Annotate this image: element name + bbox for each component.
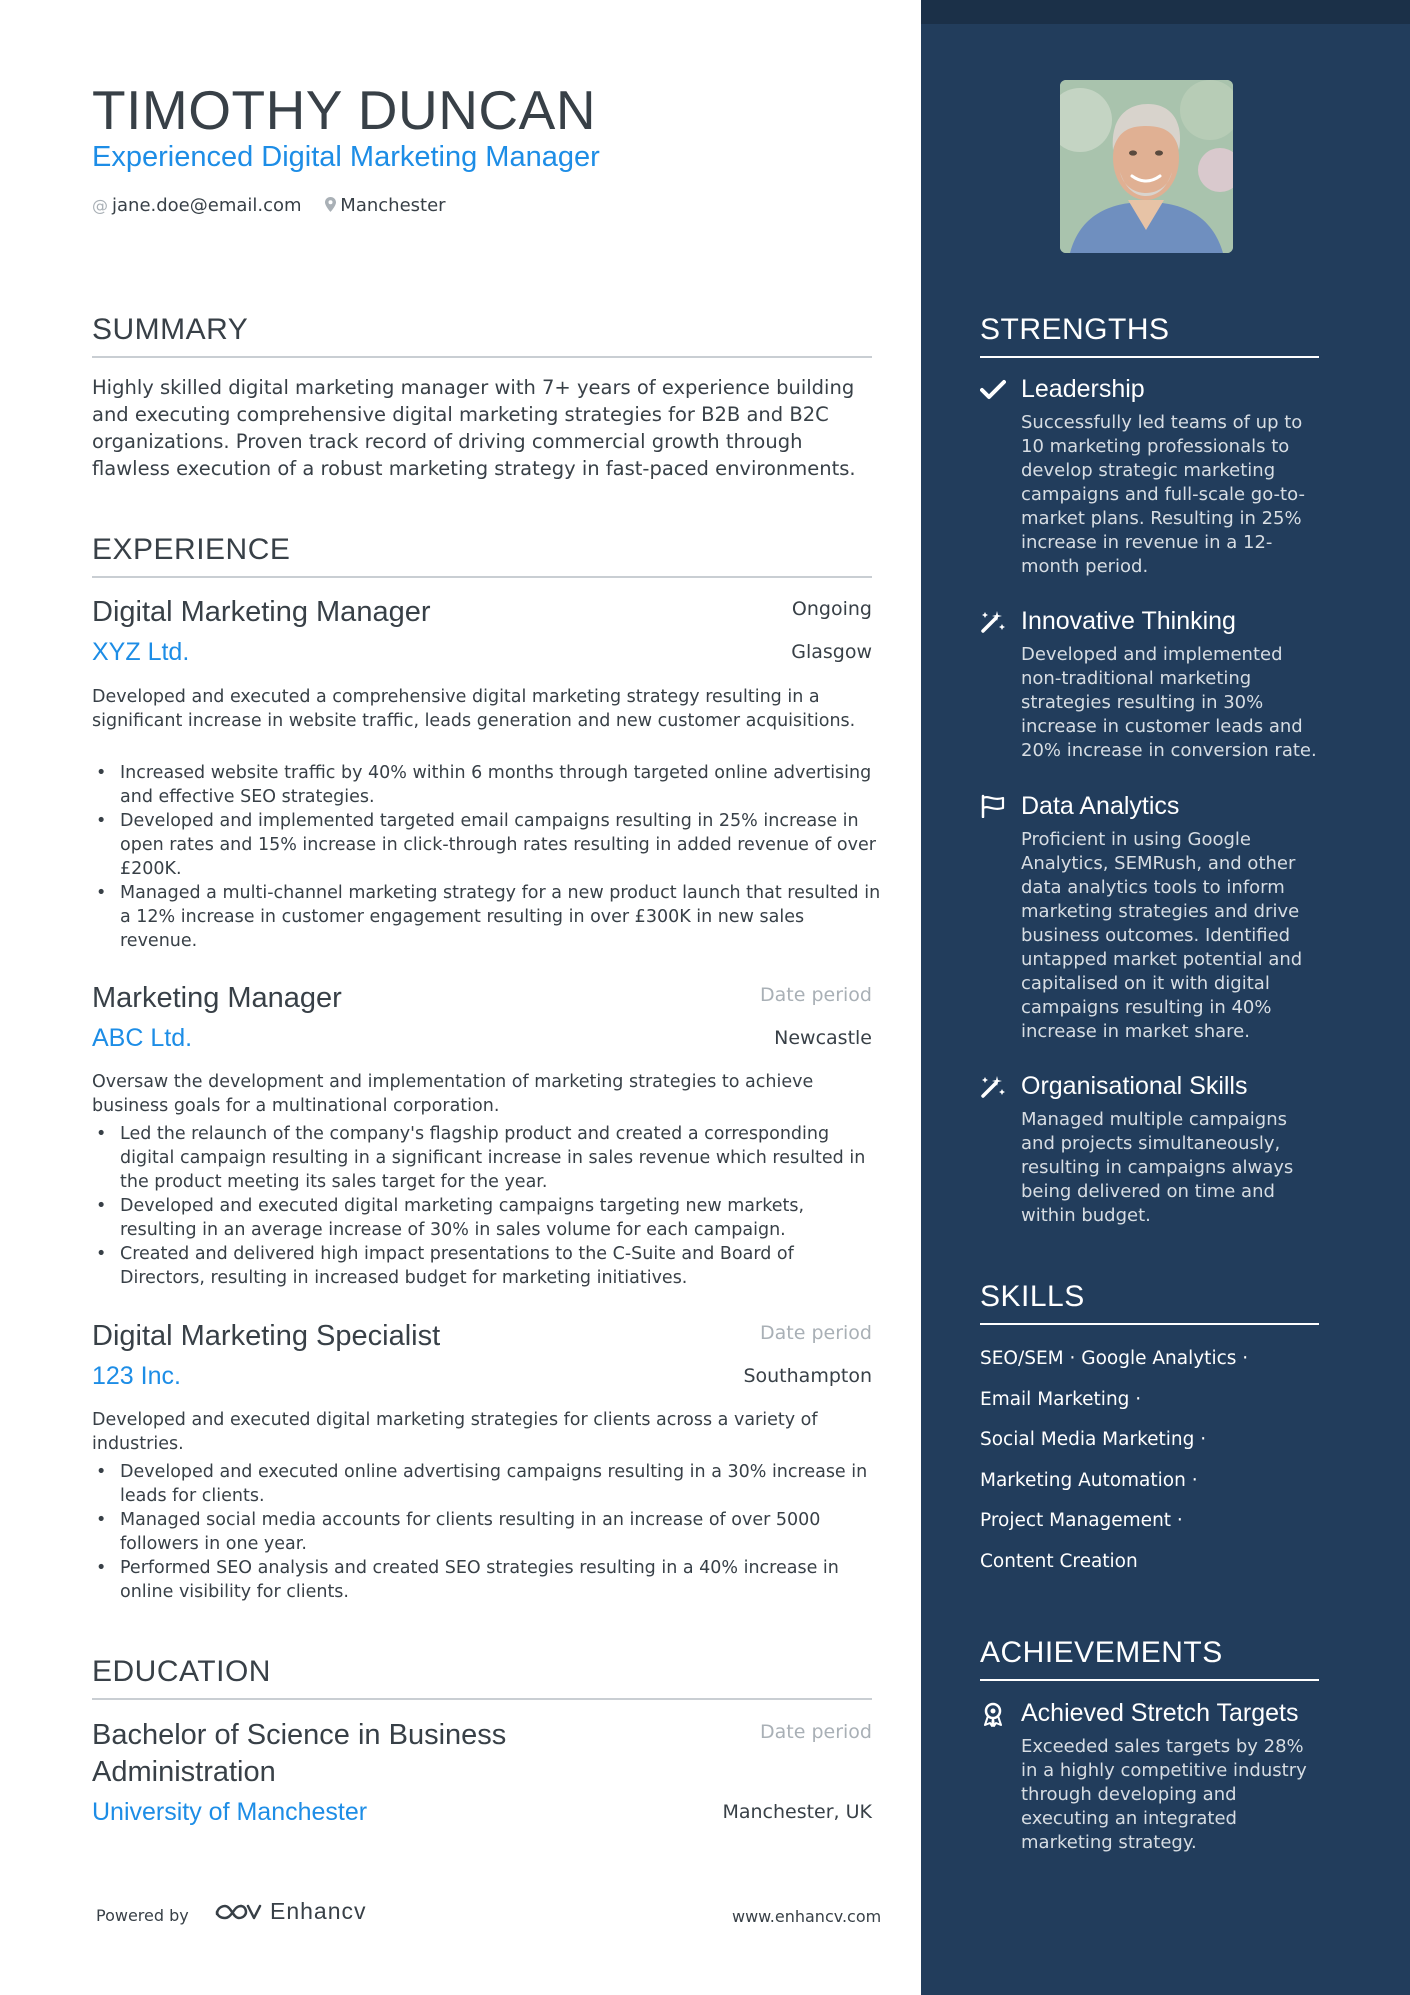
strength-description: Successfully led teams of up to 10 marketing professionals to develop strategic marketing campaigns and full-scale go-to-market plans. Resulting in 25% increase in revenue in a 12-month period. (1021, 412, 1305, 577)
candidate-title: Experienced Digital Marketing Manager (92, 141, 600, 173)
achievement-title: Achieved Stretch Targets (1021, 1699, 1299, 1727)
skill-item: Social Media Marketing · (980, 1429, 1207, 1450)
footer-url[interactable]: www.enhancv.com (732, 1907, 882, 1926)
education-location: Manchester, UK (722, 1801, 872, 1823)
summary-text: Highly skilled digital marketing manager with 7+ years of experience building and executing comprehensive digital marketing strategies for B2B and B2C organizations. Proven track record of driving commercial growth through flawless execution of a robust marketing strategy in fast-paced environments. (92, 376, 856, 480)
job-company: XYZ Ltd. (92, 638, 190, 666)
job-bullet: • Increased website traffic by 40% within 6 months through targeted online advertising and effective SEO strategies. (92, 761, 882, 809)
brand-name: Enhancv (270, 1898, 367, 1924)
enhancv-logo[interactable] (214, 1898, 367, 1932)
achievements-heading: ACHIEVEMENTS (980, 1635, 1319, 1681)
skill-item: Email Marketing · (980, 1388, 1142, 1410)
experience-heading: EXPERIENCE (92, 532, 872, 578)
achievement-description: Exceeded sales targets by 28% in a highly competitive industry through developing and executing an integrated marketing strategy. (1021, 1736, 1307, 1853)
job-location: Southampton (743, 1365, 872, 1387)
job-bullets (92, 1460, 882, 1604)
skill-item: Content Creation (980, 1550, 1138, 1572)
location-pin-icon (325, 196, 336, 215)
job-company: 123 Inc. (92, 1362, 181, 1390)
job-description: Developed and executed digital marketing strategies for clients across a variety of industries. (92, 1410, 818, 1454)
job-description: Oversaw the development and implementation of marketing strategies to achieve business goals for a multinational corporation. (92, 1072, 814, 1116)
profile-photo-image (1060, 80, 1233, 253)
profile-photo (1060, 80, 1233, 253)
strength-title: Innovative Thinking (1021, 607, 1236, 635)
job-date: Date period (760, 1322, 872, 1344)
summary-heading: SUMMARY (92, 312, 872, 358)
job-bullet: • Led the relaunch of the company's flagship product and created a corresponding digital campaign resulting in a significant increase in sales revenue which resulted in the product meeting its sales target for the year. (92, 1122, 882, 1194)
checkmark-icon (980, 377, 1006, 401)
job-bullets (92, 761, 882, 953)
strength-title: Organisational Skills (1021, 1072, 1248, 1100)
job-date: Ongoing (791, 598, 872, 620)
email-text: jane.doe@email.com (112, 195, 302, 216)
strengths-heading: STRENGTHS (980, 312, 1319, 358)
skill-item: SEO/SEM · Google Analytics · (980, 1348, 1249, 1369)
job-title: Marketing Manager (92, 982, 342, 1014)
email-contact[interactable] (92, 195, 302, 216)
job-title: Digital Marketing Manager (92, 596, 431, 628)
skills-list (980, 1339, 1320, 1582)
education-degree: Bachelor of Science in Business Administration (92, 1719, 507, 1788)
job-title: Digital Marketing Specialist (92, 1320, 441, 1352)
contact-info (92, 193, 464, 219)
powered-by-label: Powered by (96, 1906, 189, 1925)
enhancv-logo-icon (214, 1900, 262, 1924)
education-school: University of Manchester (92, 1798, 368, 1826)
candidate-name: TIMOTHY DUNCAN (92, 79, 597, 141)
job-bullet: • Performed SEO analysis and created SEO strategies resulting in a 40% increase in online visibility for clients. (92, 1556, 882, 1604)
location-text: Manchester (340, 195, 446, 216)
skill-item: Project Management · (980, 1510, 1183, 1531)
job-date: Date period (760, 984, 872, 1006)
strength-description: Proficient in using Google Analytics, SEMRush, and other data analytics tools to inform marketing strategies and drive business outcomes. Identified untapped market potential and capitalised on it with digital campaigns resulting in 40% increase in market share. (1021, 829, 1303, 1042)
magic-wand-icon (980, 609, 1006, 633)
job-location: Glasgow (791, 641, 872, 663)
strength-description: Managed multiple campaigns and projects simultaneously, resulting in campaigns always being delivered on time and within budget. (1021, 1109, 1294, 1226)
job-location: Newcastle (774, 1027, 872, 1049)
skills-heading: SKILLS (980, 1279, 1319, 1325)
education-heading: EDUCATION (92, 1654, 872, 1700)
education-date: Date period (760, 1721, 872, 1743)
sidebar (921, 0, 1410, 1995)
strength-description: Developed and implemented non-traditional marketing strategies resulting in 30% increase in customer leads and 20% increase in conversion rate. (1021, 644, 1317, 761)
flag-icon (980, 794, 1006, 818)
at-icon: @ (92, 196, 108, 215)
job-bullet: • Created and delivered high impact presentations to the C-Suite and Board of Directors, resulting in increased budget for marketing initiatives. (92, 1242, 882, 1290)
job-bullet: • Developed and executed online advertising campaigns resulting in a 30% increase in leads for clients. (92, 1460, 882, 1508)
award-icon (980, 1701, 1006, 1727)
job-bullet: • Developed and executed digital marketing campaigns targeting new markets, resulting in an average increase of 30% in sales volume for each campaign. (92, 1194, 882, 1242)
job-description: Developed and executed a comprehensive digital marketing strategy resulting in a significant increase in website traffic, leads generation and new customer acquisitions. (92, 687, 856, 731)
job-bullet: • Managed social media accounts for clients resulting in an increase of over 5000 followers in one year. (92, 1508, 882, 1556)
skill-item: Marketing Automation · (980, 1469, 1198, 1491)
sidebar-top-bar (921, 0, 1410, 24)
location-contact (325, 195, 445, 216)
strength-title: Data Analytics (1021, 792, 1180, 820)
job-company: ABC Ltd. (92, 1024, 193, 1052)
job-bullets (92, 1122, 882, 1290)
magic-wand-icon (980, 1074, 1006, 1098)
strength-title: Leadership (1021, 375, 1145, 403)
job-bullet: • Developed and implemented targeted email campaigns resulting in 25% increase in open rates and 15% increase in click-through rates resulting in added revenue of over £200K. (92, 809, 882, 881)
job-bullet: • Managed a multi-channel marketing strategy for a new product launch that resulted in a 12% increase in customer engagement resulting in over £300K in new sales revenue. (92, 881, 882, 953)
